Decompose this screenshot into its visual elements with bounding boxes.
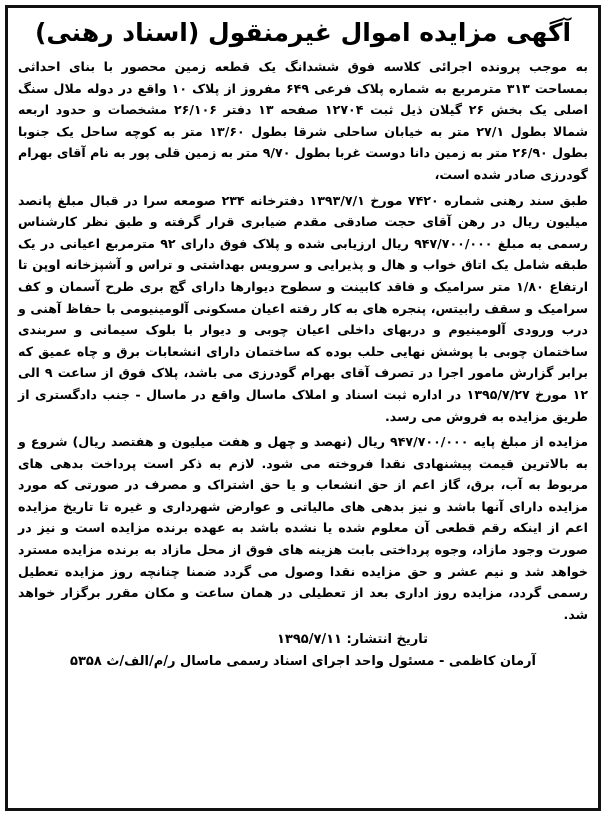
notice-title: آگهی مزایده اموال غیرمنقول (اسناد رهنی) (34, 18, 572, 47)
notice-frame (5, 5, 601, 811)
paragraph-mortgage-details: طبق سند رهنی شماره ۷۴۲۰ مورخ ۱۳۹۳/۷/۱ دفترخانه ۲۳۴ صومعه سرا در قبال مبلغ پانصد میلیون ریال در رهن آقای حجت صادقی مقدم ضیابری قرار گرفته و طبق نظر کارشناس رسمی به مبلغ ۹۴۷/۷۰۰/۰۰۰ ریال ارزیابی شده و پلاک فوق دارای ۹۲ مترمربع اعیانی در یک طبقه شامل یک اتاق خواب و هال و پذیرایی و سرویس بهداشتی و تراس و آشپزخانه اوپن تا ارتفاع ۱/۸۰ متر سرامیک و فاقد کابینت و سطوح دیوارها دارای گچ بری طرح آسمان و کف سرامیک و سقف رابیتس، پنجره های به کار رفته اعیان مسکونی آلومینیومی با حفاظ آهنی و درب ورودی آلومینیوم و دربهای داخلی اعیان چوبی و دیوار با بلوک سیمانی و سربندی ساختمان چوبی با پوشش نهایی حلب بوده که ساختمان دارای انشعابات برق و چاه عمیق که برابر گزارش مامور اجرا در تصرف آقای بهرام گودرزی می باشد، پلاک فوق از ساعت ۹ الی ۱۲ مورخ ۱۳۹۵/۷/۲۷ در اداره ثبت اسناد و املاک ماسال واقع در ماسال - جنب دادگستری از طریق مزایده به فروش می رسد. (18, 192, 589, 424)
publish-date: تاریخ انتشار: ۱۳۹۵/۷/۱۱ (276, 632, 428, 648)
signature-line: آرمان کاظمی - مسئول واحد اجرای اسناد رسمی ماسال ر/م/الف/ث ۵۳۵۸ (70, 654, 536, 670)
paragraph-property-description: به موجب پرونده اجرائی کلاسه فوق ششدانگ یک قطعه زمین محصور با بنای احداثی بمساحت ۳۱۳ مترمربع به شماره پلاک فرعی ۶۴۹ مفروز از پلاک ۱۰ واقع در دوله ملال سنگ اصلی یک بخش ۲۶ گیلان ذیل ثبت ۱۲۷۰۴ صفحه ۱۳ دفتر ۲۶/۱۰۶ مشخصات و حدود اربعه شمالا بطول ۲۷/۱ متر به خیابان ساحلی شرقا بطول ۱۳/۶۰ متر به کوچه ساحل یک جنوبا بطول ۲۶/۹۰ متر به زمین دانا دوست غربا بطول ۹/۷۰ متر به زمین قلی پور به نام آقای بهرام گودرزی صادر شده است، (18, 59, 589, 182)
paragraph-auction-terms: مزایده از مبلغ پایه ۹۴۷/۷۰۰/۰۰۰ ریال (نهصد و چهل و هفت میلیون و هفتصد ریال) شروع و به بالاترین قیمت پیشنهادی نقدا فروخته می شود. لازم به ذکر است پرداخت بدهی های مربوط به آب، برق، گاز اعم از حق انشعاب و یا حق اشتراک و مصرف در صورتی که مورد مزایده دارای آنها باشد و نیز بدهی های مالیاتی و عوارض شهرداری و غیره تا تاریخ مزایده اعم از اینکه رقم قطعی آن معلوم شده یا نشده باشد به عهده برنده مزایده است و نیز در صورت وجود مازاد، وجوه پرداختی بابت هزینه های فوق از محل مازاد به برنده مزایده مسترد خواهد شد و نیم عشر و حق مزایده نقدا وصول می گردد ضمنا چنانچه روز مزایده تعطیل رسمی گردد، مزایده روز اداری بعد از تعطیلی در همان ساعت و مکان مقرر برگزار خواهد شد. (18, 434, 589, 622)
